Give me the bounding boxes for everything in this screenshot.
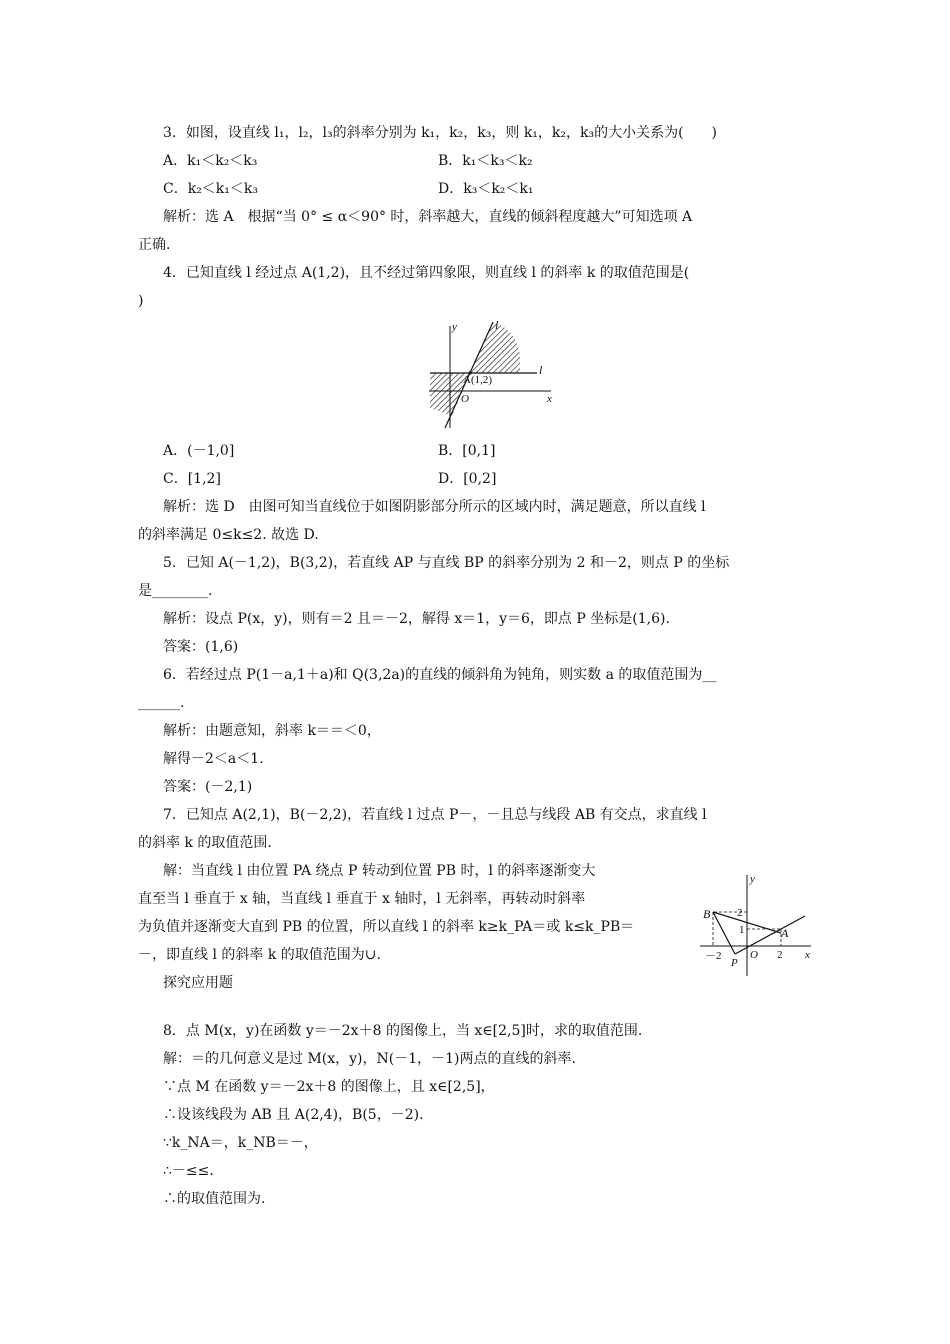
q5-answer: 答案：(1,6): [163, 639, 239, 655]
q7-tick-x-neg2: －2: [705, 950, 722, 962]
q3-option-a: A．k₁＜k₂＜k₃: [163, 153, 258, 169]
q3-option-d: D．k₃＜k₂＜k₁: [438, 181, 534, 197]
q7-solution-line-4: －，即直线 l 的斜率 k 的取值范围为∪.: [138, 947, 381, 963]
q4-origin-label: O: [461, 393, 469, 405]
q4-stem-line-2: ): [138, 293, 144, 309]
q4-l-label-top: l: [495, 318, 499, 332]
q7-x-label: x: [805, 949, 810, 961]
q3-analysis-line-2: 正确.: [138, 237, 171, 253]
q4-x-label: x: [547, 393, 552, 405]
q4-option-d: D．[0,2]: [438, 471, 497, 487]
q7-tick-x2: 2: [777, 949, 783, 961]
q7-a-label: A: [781, 926, 789, 940]
q4-figure: [425, 316, 565, 436]
q6-answer: 答案：(－2,1): [163, 779, 253, 795]
q7-p-label: P: [731, 957, 738, 969]
q3-option-b: B．k₁＜k₃＜k₂: [438, 153, 533, 169]
q7-solution-line-3: 为负值并逐渐变大直到 PB 的位置，所以直线 l 的斜率 k≥k_PA＝或 k≤k_PB＝: [138, 919, 635, 935]
q6-stem-line-1: 6．若经过点 P(1－a,1＋a)和 Q(3,2a)的直线的倾斜角为钝角，则实数 a 的取值范围为__: [163, 667, 717, 683]
section-title: 探究应用题: [163, 975, 233, 991]
q6-analysis-line-2: 解得－2＜a＜1.: [163, 751, 264, 767]
q5-analysis: 解析：设点 P(x，y)，则有＝2 且＝－2，解得 x＝1，y＝6，即点 P 坐标是(1,6).: [163, 611, 670, 627]
q8-stem: 8．点 M(x，y)在函数 y＝－2x＋8 的图像上，当 x∈[2,5]时，求的取值范围.: [163, 1023, 643, 1039]
q7-stem-line-2: 的斜率 k 的取值范围.: [138, 835, 272, 851]
q7-solution-line-2: 直至当 l 垂直于 x 轴，当直线 l 垂直于 x 轴时，l 无斜率，再转动时斜率: [138, 891, 586, 907]
q4-l-label-right: l: [539, 363, 543, 377]
q3-analysis-line-1: 解析：选 A 根据“当 0° ≤ α＜90° 时，斜率越大，直线的倾斜程度越大”可知选项 A: [163, 209, 693, 225]
q8-solution-line-5: ∴－≤≤.: [163, 1163, 214, 1179]
q7-b-label: B: [703, 907, 711, 921]
q4-option-c: C．[1,2]: [163, 471, 221, 487]
q8-solution-line-4: ∵k_NA＝，k_NB＝－，: [163, 1135, 318, 1151]
q7-stem-line-1: 7．已知点 A(2,1)，B(－2,2)，若直线 l 过点 P－，－且总与线段 AB 有交点，求直线 l: [163, 807, 707, 823]
q7-y-label: y: [750, 873, 755, 885]
q8-solution-line-6: ∴的取值范围为.: [163, 1191, 266, 1207]
q4-y-label: y: [452, 321, 457, 333]
q7-solution-line-1: 解：当直线 l 由位置 PA 绕点 P 转动到位置 PB 时，l 的斜率逐渐变大: [163, 863, 596, 879]
q3-stem: 3．如图，设直线 l₁，l₂，l₃的斜率分别为 k₁，k₂，k₃，则 k₁，k₂，k₃的大小关系为( ): [163, 125, 718, 141]
q8-solution-line-2: ∵点 M 在函数 y＝－2x＋8 的图像上，且 x∈[2,5]，: [163, 1079, 495, 1095]
q8-solution-line-3: ∴设该线段为 AB 且 A(2,4)，B(5，－2).: [163, 1107, 424, 1123]
q7-tick-y1: 1: [739, 924, 745, 936]
q8-solution-line-1: 解：＝的几何意义是过 M(x，y)，N(－1，－1)两点的直线的斜率.: [163, 1051, 576, 1067]
q5-stem-line-2: 是________.: [138, 583, 213, 599]
q7-tick-y2: 2: [737, 907, 743, 919]
q5-stem-line-1: 5．已知 A(－1,2)，B(3,2)，若直线 AP 与直线 BP 的斜率分别为 2 和－2，则点 P 的坐标: [163, 555, 730, 571]
q7-figure: [695, 870, 820, 982]
q4-option-b: B．[0,1]: [438, 443, 496, 459]
q3-option-c: C．k₂＜k₁＜k₃: [163, 181, 258, 197]
q4-analysis-line-2: 的斜率满足 0≤k≤2. 故选 D.: [138, 527, 319, 543]
q7-origin-label: O: [750, 949, 758, 961]
q4-stem-line-1: 4．已知直线 l 经过点 A(1,2)，且不经过第四象限，则直线 l 的斜率 k 的取值范围是(: [163, 265, 690, 281]
q4-option-a: A．(－1,0]: [163, 443, 235, 459]
q6-analysis-line-1: 解析：由题意知，斜率 k＝＝＜0，: [163, 723, 381, 739]
q4-a-label: A(1,2): [463, 374, 493, 386]
q6-stem-line-2: ______.: [138, 695, 185, 711]
q4-analysis-line-1: 解析：选 D 由图可知当直线位于如图阴影部分所示的区域内时，满足题意，所以直线 l: [163, 499, 706, 515]
